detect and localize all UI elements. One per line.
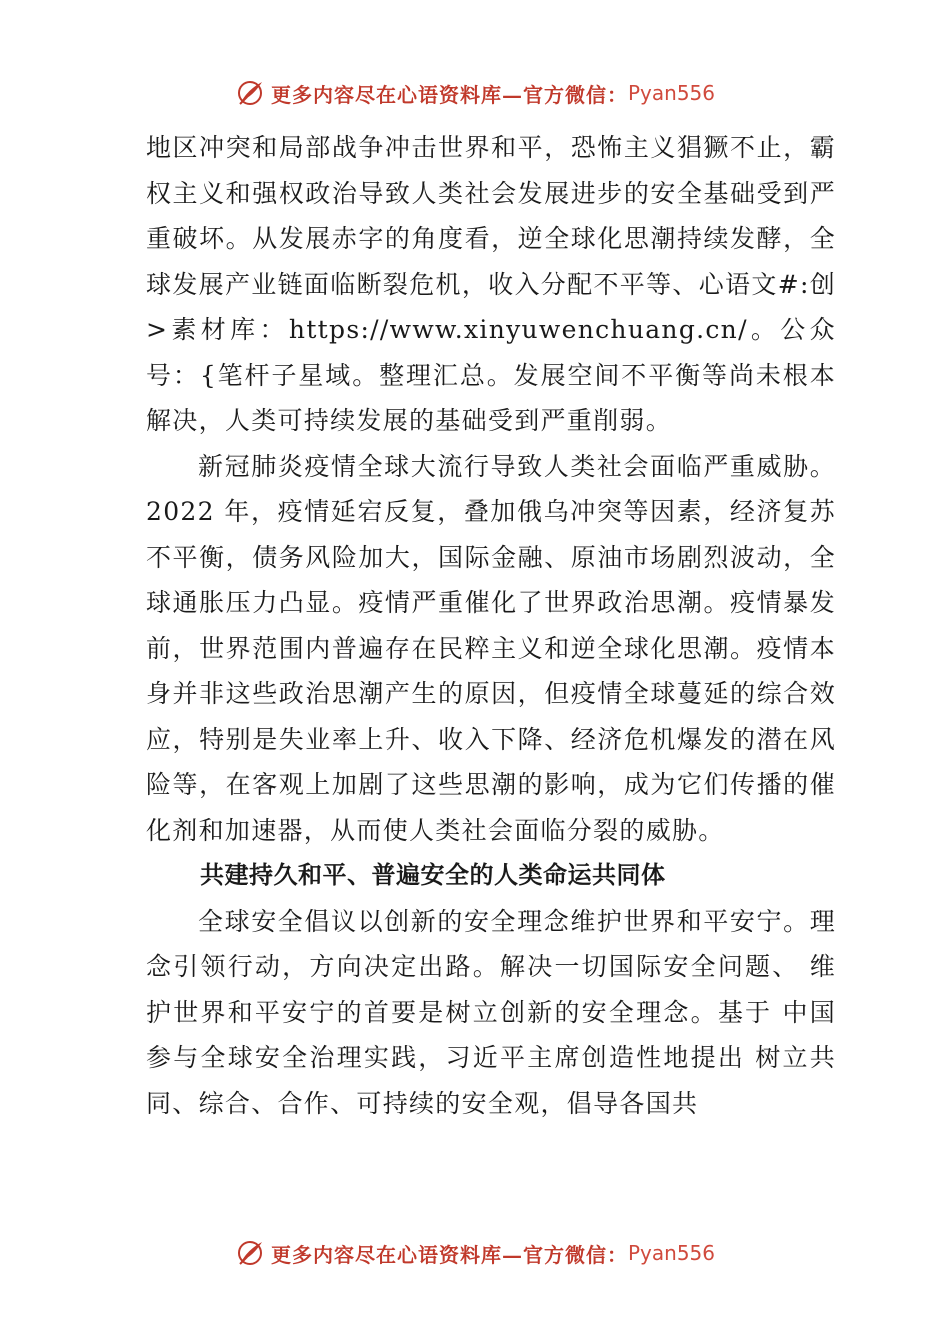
paragraph-1: 地区冲突和局部战争冲击世界和平，恐怖主义猖獗不止，霸权主义和强权政治导致人类社会发展进步的安全基础受到严重破坏。从发展赤字的角度看，逆全球化思潮持续发酵，全球发展产业链面临断裂危机，收入分配不平等、心语文#:创>素材库：https://www.xinyuwenchuang.cn/。公众号：{笔杆子星域。整理汇总。发展空间不平衡等尚未根本解决，人类可持续发展的基础受到严重削弱。 (146, 133, 836, 435)
banner-wechat-id: Pyan556 (627, 81, 715, 105)
section-heading: 共建持久和平、普遍安全的人类命运共同体 (200, 861, 666, 889)
paragraph-3: 全球安全倡议以创新的安全理念维护世界和平安宁。理念引领行动，方向决定出路。解决一切国际安全问题、 维护世界和平安宁的首要是树立创新的安全理念。基于 中国参与全球安全治理实践，习近平主席创造性地提出 树立共同、综合、合作、可持续的安全观，倡导各国共 (146, 906, 836, 1118)
footer-banner (0, 1231, 950, 1275)
paragraph-2: 新冠肺炎疫情全球大流行导致人类社会面临严重威胁。2022 年，疫情延宕反复，叠加俄乌冲突等因素，经济复苏不平衡，债务风险加大，国际金融、原油市场剧烈波动，全球通胀压力凸显。疫情严重催化了世界政治思潮。疫情暴发前，世界范围内普遍存在民粹主义和逆全球化思潮。疫情本身并非这些政治思潮产生的原因，但疫情全球蔓延的综合效应，特别是失业率上升、收入下降、经济危机爆发的潜在风险等，在客观上加剧了这些思潮的影响，成为它们传播的催化剂和加速器，从而使人类社会面临分裂的威胁。 (146, 451, 836, 845)
banner-text: 更多内容尽在心语资料库—官方微信： (270, 1242, 628, 1267)
quill-logo-icon (235, 78, 265, 108)
header-banner (0, 71, 950, 115)
banner-text: 更多内容尽在心语资料库—官方微信： (270, 82, 628, 107)
quill-logo-icon (235, 1238, 265, 1268)
banner-wechat-id: Pyan556 (627, 1241, 715, 1265)
document-body (146, 125, 836, 1126)
